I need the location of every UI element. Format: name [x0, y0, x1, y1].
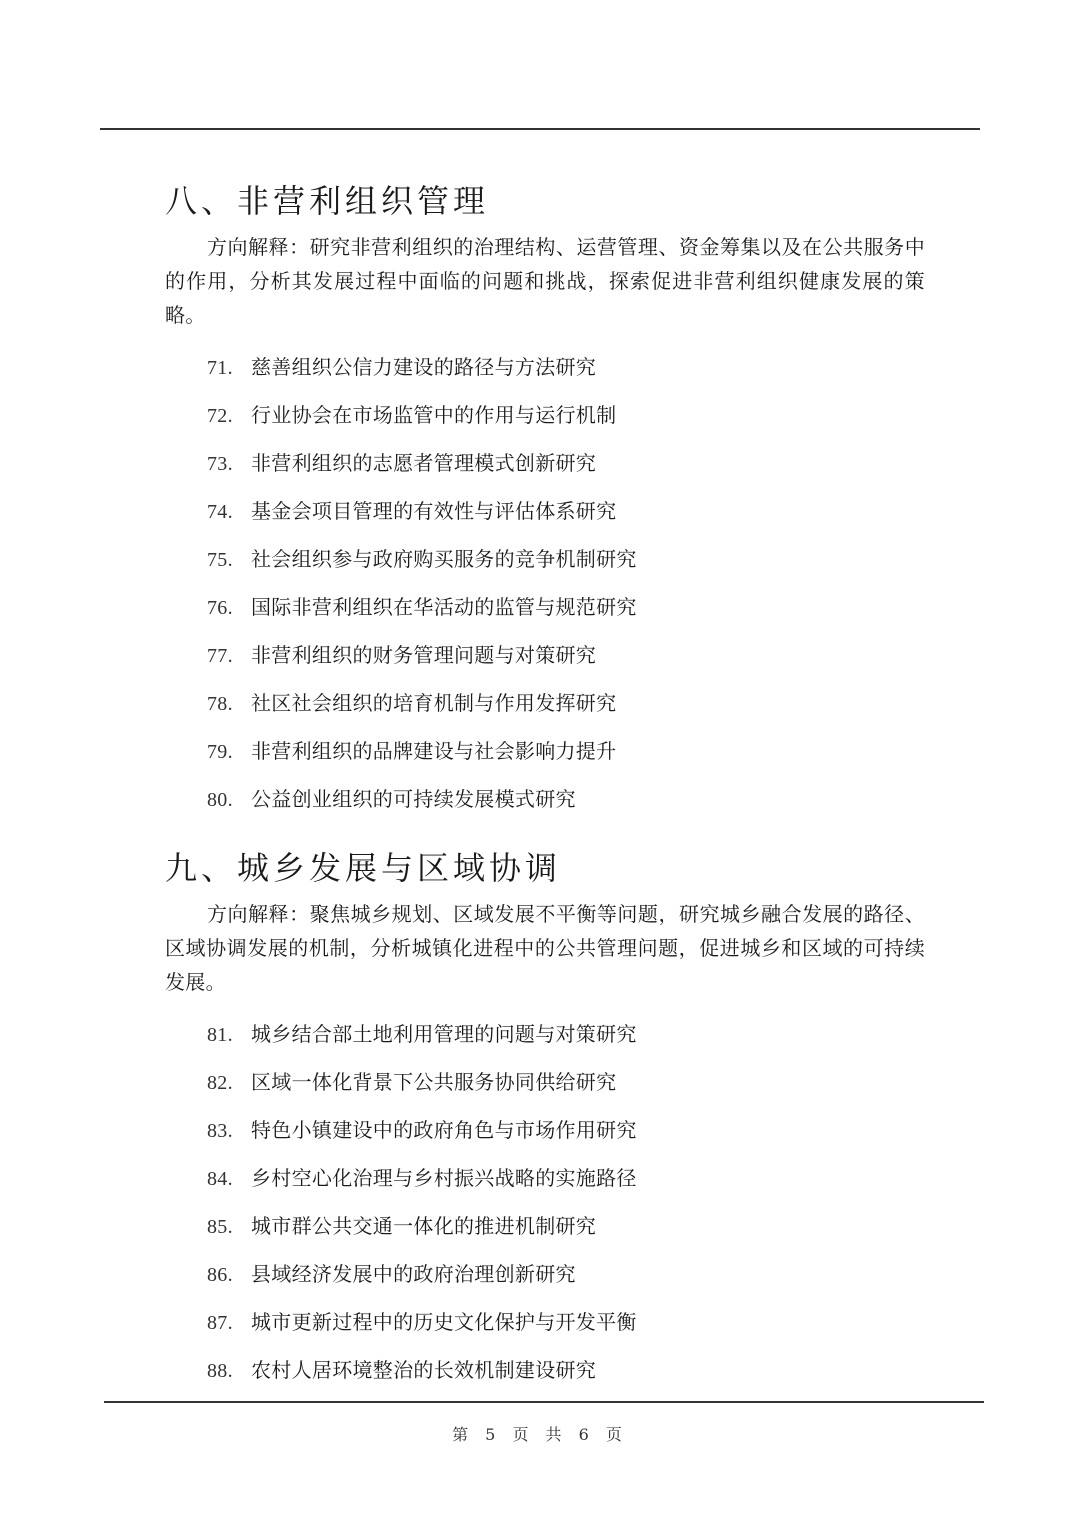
- topic-number: 83.: [207, 1120, 233, 1142]
- topic-item: [207, 1202, 925, 1250]
- section-urban-rural-development: [165, 845, 925, 1394]
- topic-item: [207, 775, 925, 823]
- topic-text: 城市更新过程中的历史文化保护与开发平衡: [251, 1310, 637, 1334]
- topic-text: 社区社会组织的培育机制与作用发挥研究: [251, 691, 617, 715]
- topic-item: [207, 343, 925, 391]
- topic-number: 76.: [207, 597, 233, 619]
- topic-list: [165, 343, 925, 823]
- topic-item: [207, 1058, 925, 1106]
- topic-number: 80.: [207, 789, 233, 811]
- topic-number: 71.: [207, 357, 233, 379]
- topic-number: 75.: [207, 549, 233, 571]
- topic-number: 85.: [207, 1216, 233, 1238]
- topic-number: 79.: [207, 741, 233, 763]
- topic-item: [207, 1154, 925, 1202]
- topic-text: 区域一体化背景下公共服务协同供给研究: [251, 1070, 617, 1094]
- topic-item: [207, 727, 925, 775]
- topic-text: 国际非营利组织在华活动的监管与规范研究: [251, 595, 637, 619]
- topic-number: 81.: [207, 1024, 233, 1046]
- topic-text: 城市群公共交通一体化的推进机制研究: [251, 1214, 597, 1238]
- topic-text: 农村人居环境整治的长效机制建设研究: [251, 1358, 597, 1382]
- topic-item: [207, 583, 925, 631]
- topic-text: 基金会项目管理的有效性与评估体系研究: [251, 499, 617, 523]
- topic-item: [207, 535, 925, 583]
- topic-text: 乡村空心化治理与乡村振兴战略的实施路径: [251, 1166, 637, 1190]
- topic-text: 非营利组织的志愿者管理模式创新研究: [251, 451, 597, 475]
- topic-number: 86.: [207, 1264, 233, 1286]
- topic-number: 82.: [207, 1072, 233, 1094]
- topic-text: 公益创业组织的可持续发展模式研究: [251, 787, 576, 811]
- direction-paragraph: 方向解释：研究非营利组织的治理结构、运营管理、资金筹集以及在公共服务中的作用，分析其发展过程中面临的问题和挑战，探索促进非营利组织健康发展的策略。: [165, 235, 925, 327]
- topic-number: 74.: [207, 501, 233, 523]
- topic-number: 87.: [207, 1312, 233, 1334]
- topic-number: 88.: [207, 1360, 233, 1382]
- topic-item: [207, 1250, 925, 1298]
- topic-text: 行业协会在市场监管中的作用与运行机制: [251, 403, 617, 427]
- header-divider: [100, 128, 980, 130]
- topic-text: 县域经济发展中的政府治理创新研究: [251, 1262, 576, 1286]
- topic-text: 社会组织参与政府购买服务的竞争机制研究: [251, 547, 637, 571]
- topic-text: 非营利组织的财务管理问题与对策研究: [251, 643, 597, 667]
- topic-number: 78.: [207, 693, 233, 715]
- topic-item: [207, 1010, 925, 1058]
- topic-item: [207, 391, 925, 439]
- footer-divider: [104, 1401, 984, 1403]
- topic-number: 84.: [207, 1168, 233, 1190]
- topic-text: 城乡结合部土地利用管理的问题与对策研究: [251, 1022, 637, 1046]
- page-number: 第 5 页 共 6 页: [452, 1425, 628, 1444]
- topic-text: 慈善组织公信力建设的路径与方法研究: [251, 355, 597, 379]
- topic-text: 非营利组织的品牌建设与社会影响力提升: [251, 739, 617, 763]
- topic-item: [207, 487, 925, 535]
- topic-number: 77.: [207, 645, 233, 667]
- direction-paragraph: 方向解释：聚焦城乡规划、区域发展不平衡等问题，研究城乡融合发展的路径、区域协调发展的机制，分析城镇化进程中的公共管理问题，促进城乡和区域的可持续发展。: [165, 902, 925, 994]
- topic-number: 73.: [207, 453, 233, 475]
- topic-item: [207, 679, 925, 727]
- topic-number: 72.: [207, 405, 233, 427]
- topic-item: [207, 631, 925, 679]
- topic-item: [207, 1106, 925, 1154]
- section-nonprofit-management: [165, 178, 925, 823]
- section-heading: 九、城乡发展与区域协调: [165, 849, 562, 887]
- topic-text: 特色小镇建设中的政府角色与市场作用研究: [251, 1118, 637, 1142]
- topic-list: [165, 1010, 925, 1394]
- topic-item: [207, 439, 925, 487]
- topic-item: [207, 1346, 925, 1394]
- topic-item: [207, 1298, 925, 1346]
- section-heading: 八、非营利组织管理: [165, 182, 490, 220]
